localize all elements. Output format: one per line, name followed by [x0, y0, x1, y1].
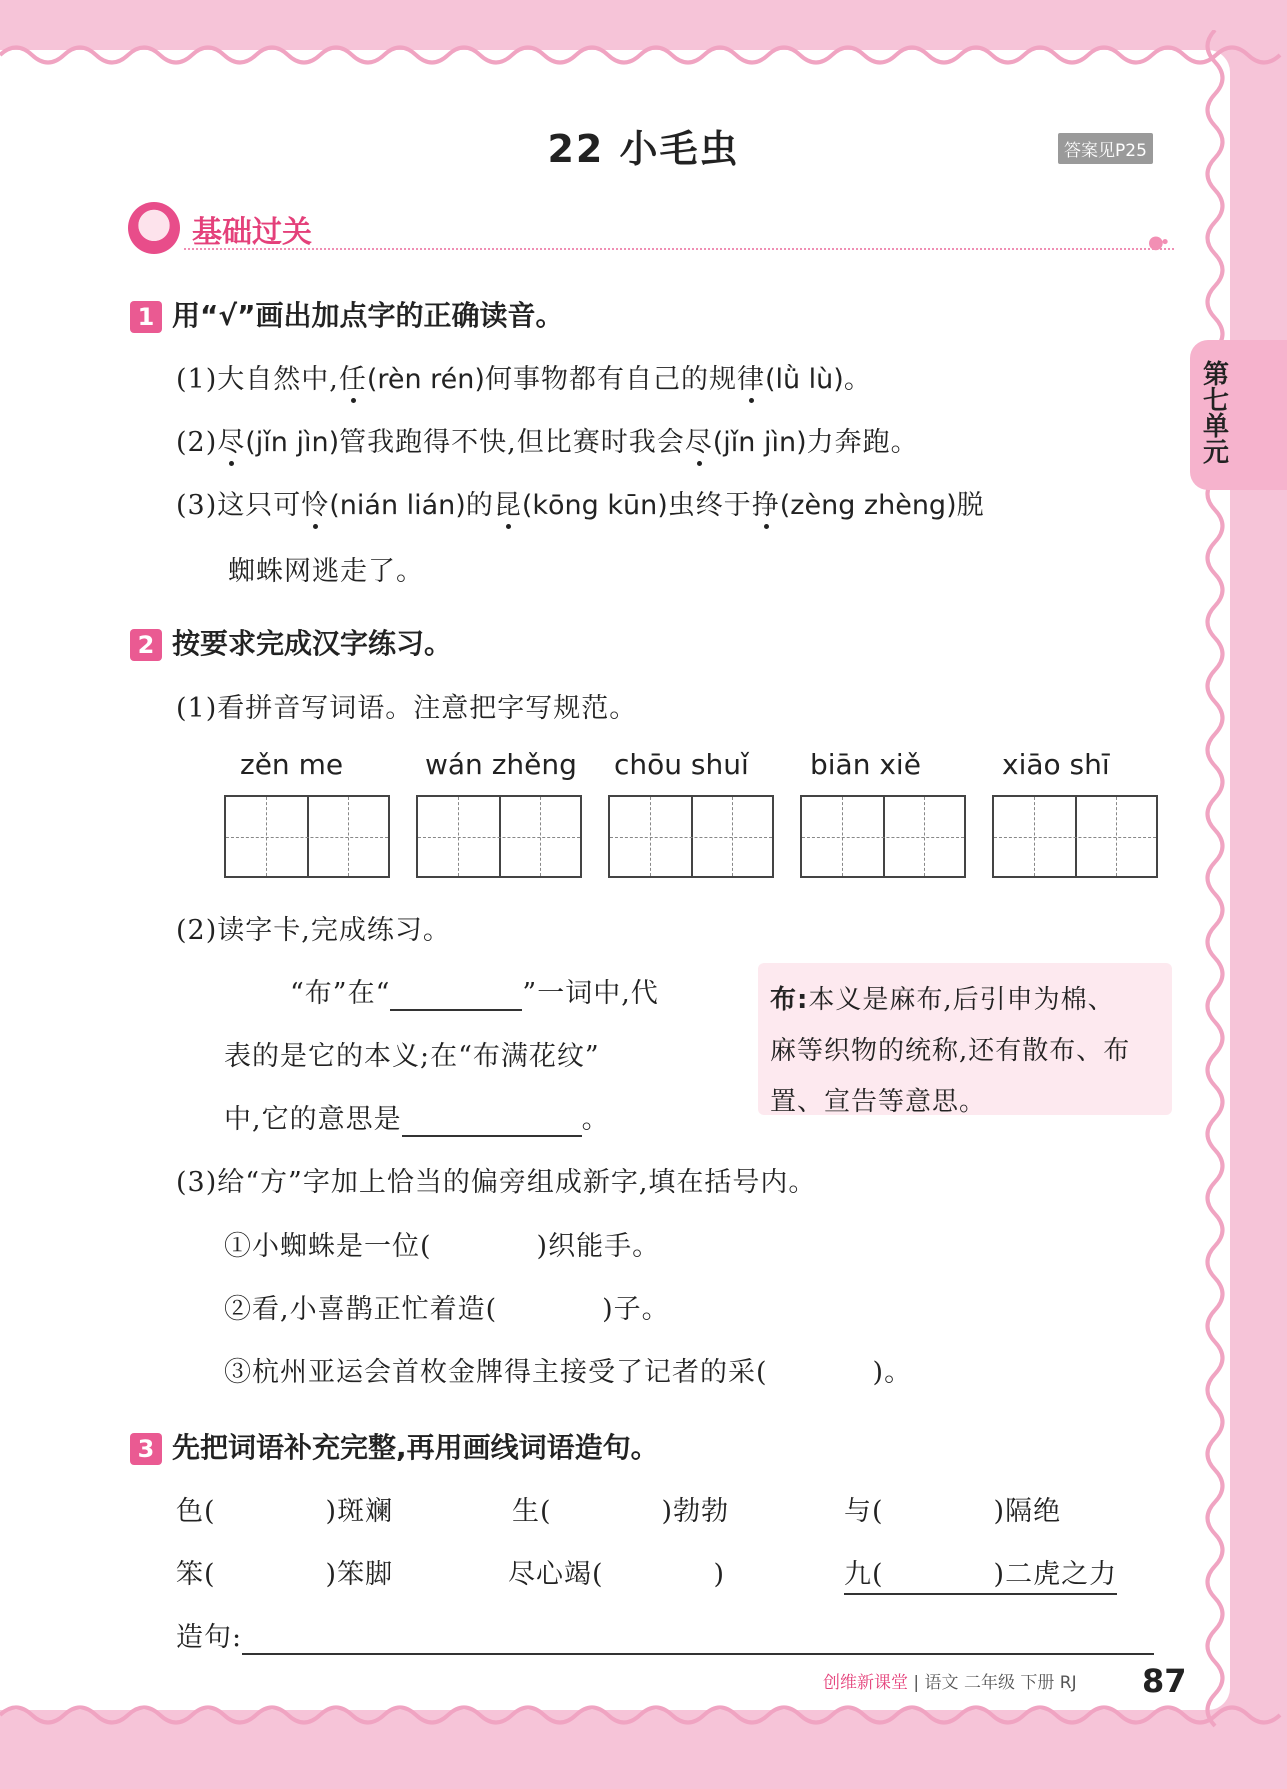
dotted-char: 怜	[301, 490, 330, 521]
question-1-header	[130, 294, 563, 334]
pinyin-choice[interactable]: (nián lián)	[329, 490, 466, 521]
text: )勃勃	[661, 1496, 730, 1527]
pinyin-choice[interactable]: (kōng kūn)	[521, 490, 668, 521]
text: 九(	[844, 1559, 884, 1590]
q2-paragraph-line-2: 表的是它的本义;在“布满花纹”	[224, 1041, 600, 1072]
bottom-wave-border	[0, 1700, 1287, 1730]
text: 的	[465, 490, 494, 521]
section-header	[128, 202, 1183, 254]
footer-subject: 语文 二年级 下册 RJ	[924, 1673, 1077, 1693]
dotted-char: 尽	[684, 427, 713, 458]
question-2-text: 按要求完成汉字练习。	[172, 627, 453, 660]
top-wave-border	[0, 40, 1287, 70]
text: ②看,小喜鹊正忙着造(	[224, 1294, 498, 1325]
q2-paragraph-line-1	[290, 971, 659, 1011]
card-line: 置、宣告等意思。	[770, 1087, 987, 1117]
lesson-title: 22 小毛虫	[547, 127, 740, 171]
text: )笨脚	[325, 1559, 394, 1590]
pinyin-label: zěn me	[240, 748, 344, 781]
idiom-item	[176, 1552, 393, 1591]
card-line	[770, 975, 1162, 1026]
sentence-label: 造句:	[176, 1622, 243, 1653]
text: (1)大自然中,	[176, 364, 339, 395]
answer-reference-badge: 答案见P25	[1058, 133, 1153, 164]
q2-sub-3: (3)给“方”字加上恰当的偏旁组成新字,填在括号内。	[176, 1167, 817, 1198]
q2-paragraph-line-3	[224, 1097, 610, 1137]
text: ①小蜘蛛是一位(	[224, 1231, 432, 1262]
q2-sub-2: (2)读字卡,完成练习。	[176, 915, 451, 946]
dotted-char: 律	[736, 364, 765, 395]
writing-grid[interactable]	[416, 795, 582, 878]
section-title: 基础过关	[192, 215, 312, 250]
fill-blank[interactable]	[390, 978, 522, 1011]
text: ”一词中,代	[522, 978, 659, 1009]
dotted-char: 昆	[493, 490, 522, 521]
cartoon-avatar-icon	[128, 202, 180, 254]
text: 与(	[844, 1496, 884, 1527]
right-wave-border	[1200, 30, 1230, 1730]
page-number: 87	[1142, 1662, 1187, 1700]
text: )二虎之力	[993, 1559, 1118, 1590]
q2-sentence-2	[224, 1287, 670, 1326]
pinyin-label: xiāo shī	[1002, 748, 1110, 781]
question-number-badge: 3	[130, 1433, 162, 1465]
sentence-blank[interactable]	[242, 1622, 1154, 1655]
text: )。	[872, 1357, 913, 1388]
footer-separator: |	[913, 1673, 920, 1693]
character-card	[758, 963, 1172, 1115]
question-number-badge: 2	[130, 629, 162, 661]
decorative-dots-icon: ●•	[1148, 232, 1167, 253]
q2-sentence-1	[224, 1224, 660, 1263]
text: 生(	[512, 1496, 552, 1527]
text: 尽心竭(	[508, 1559, 604, 1590]
pinyin-choice[interactable]: (rèn rén)	[366, 364, 485, 395]
idiom-item	[844, 1489, 1061, 1528]
text: “布”在“	[290, 978, 391, 1009]
text: )隔绝	[993, 1496, 1062, 1527]
text: 中,它的意思是	[224, 1104, 402, 1135]
text: 管我跑得不快,但比赛时我会	[339, 427, 685, 458]
card-line: 麻等织物的统称,还有散布、布	[770, 1036, 1131, 1066]
footer-brand: 创维新课堂	[823, 1673, 908, 1693]
question-2-header	[130, 622, 452, 662]
pinyin-label: chōu shuǐ	[614, 748, 749, 781]
pinyin-choice[interactable]: (jǐn jìn)	[245, 427, 340, 458]
text: 脱	[956, 490, 985, 521]
question-number-badge: 1	[130, 301, 162, 333]
dotted-char: 任	[338, 364, 367, 395]
text: )斑斓	[325, 1496, 394, 1527]
pinyin-choice[interactable]: (jǐn jìn)	[712, 427, 807, 458]
card-label: 布:	[770, 985, 809, 1015]
text: )子。	[602, 1294, 670, 1325]
q2-sub-1: (1)看拼音写词语。注意把字写规范。	[176, 693, 638, 724]
sentence-row	[176, 1615, 1154, 1655]
card-text: 本义是麻布,后引申为棉、	[808, 985, 1115, 1015]
section-divider	[184, 248, 1174, 250]
text: 何事物都有自己的规	[484, 364, 737, 395]
footer-info	[823, 1668, 1077, 1693]
unit-side-tab-label: 第七单元	[1202, 360, 1229, 468]
writing-grid[interactable]	[224, 795, 390, 878]
text: 力奔跑。	[806, 427, 919, 458]
pinyin-label: wán zhěng	[425, 748, 577, 781]
idiom-item	[176, 1489, 393, 1528]
text: (2)	[176, 427, 218, 458]
q1-line-3	[176, 483, 985, 522]
idiom-item	[508, 1552, 725, 1591]
writing-grid[interactable]	[992, 795, 1158, 878]
text: ③杭州亚运会首枚金牌得主接受了记者的采(	[224, 1357, 768, 1388]
text: 色(	[176, 1496, 216, 1527]
text: )	[713, 1559, 726, 1590]
dotted-char: 尽	[217, 427, 246, 458]
writing-grid[interactable]	[608, 795, 774, 878]
question-1-text: 用“√”画出加点字的正确读音。	[172, 299, 564, 332]
pinyin-choice[interactable]: (lǜ lù)	[764, 364, 844, 395]
q1-line-1	[176, 357, 872, 396]
pinyin-label: biān xiě	[810, 748, 921, 781]
q1-line-4: 蜘蛛网逃走了。	[228, 556, 424, 587]
pinyin-choice[interactable]: (zèng zhèng)	[779, 490, 957, 521]
question-3-text: 先把词语补充完整,再用画线词语造句。	[172, 1431, 659, 1464]
text: 笨(	[176, 1559, 216, 1590]
fill-blank[interactable]	[402, 1104, 582, 1137]
q1-line-2	[176, 420, 919, 459]
text: (3)这只可	[176, 490, 302, 521]
idiom-item	[512, 1489, 729, 1528]
text: )织能手。	[536, 1231, 661, 1262]
idiom-item-underlined	[844, 1552, 1117, 1595]
q2-sentence-3	[224, 1350, 912, 1389]
dotted-char: 挣	[751, 490, 780, 521]
text: 虫终于	[667, 490, 752, 521]
text: 。	[581, 1104, 610, 1135]
text: 。	[843, 364, 872, 395]
question-3-header	[130, 1426, 659, 1466]
writing-grid[interactable]	[800, 795, 966, 878]
